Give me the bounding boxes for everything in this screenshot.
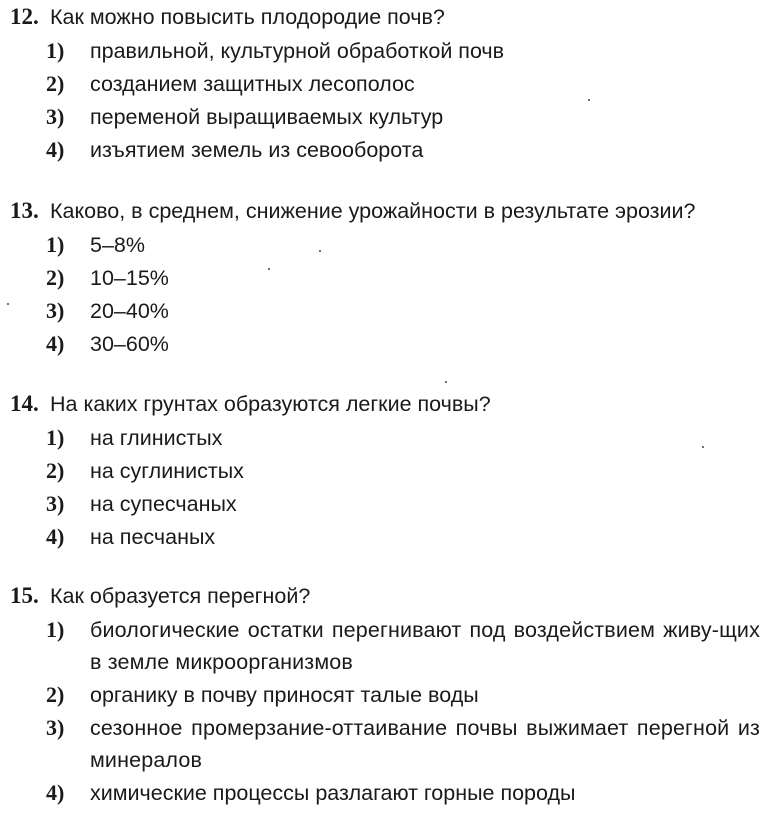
option-text: 5–8% (90, 233, 145, 257)
answer-option (0, 229, 768, 261)
scan-speck (702, 446, 704, 448)
option-text: на песчаных (90, 525, 216, 549)
option-number: 4) (46, 780, 65, 805)
option-number: 3) (46, 298, 65, 323)
option-text: на суглинистых (90, 459, 244, 483)
answer-option (0, 777, 768, 809)
option-text: переменой выращиваемых культур (90, 105, 444, 129)
option-text: на супесчаных (90, 492, 237, 516)
scan-speck (7, 303, 9, 305)
option-number: 1) (46, 425, 65, 450)
scan-speck (588, 99, 590, 101)
answer-option (0, 455, 768, 487)
option-text: 20–40% (90, 299, 169, 323)
answer-option (0, 35, 768, 67)
option-number: 4) (46, 524, 65, 549)
option-text: сезонное промерзание-оттаивание почвы выжимает перегной из минералов (90, 716, 760, 772)
answer-option (0, 488, 768, 520)
option-text: правильной, культурной обработкой почв (90, 39, 505, 63)
option-number: 1) (46, 617, 65, 642)
option-text: созданием защитных лесополос (90, 72, 415, 96)
option-number: 2) (46, 458, 65, 483)
question-number: 14. (10, 391, 39, 416)
option-text: изъятием земель из севооборота (90, 138, 424, 162)
option-number: 3) (46, 715, 65, 740)
option-number: 2) (46, 265, 65, 290)
option-text: органику в почву приносят талые воды (90, 683, 479, 707)
answer-option (0, 614, 768, 678)
option-number: 2) (46, 682, 65, 707)
option-number: 2) (46, 71, 65, 96)
answer-option (0, 101, 768, 133)
answer-option (0, 295, 768, 327)
question-text: На каких грунтах образуются легкие почвы? (50, 392, 491, 416)
option-number: 1) (46, 232, 65, 257)
answer-option (0, 262, 768, 294)
question-12 (0, 0, 768, 166)
question-text: Как можно повысить плодородие почв? (50, 5, 445, 29)
answer-option (0, 134, 768, 166)
scan-speck (268, 268, 270, 270)
answer-option (0, 679, 768, 711)
option-text: химические процессы разлагают горные породы (90, 781, 576, 805)
option-number: 1) (46, 38, 65, 63)
option-number: 3) (46, 491, 65, 516)
option-number: 4) (46, 137, 65, 162)
option-text: 30–60% (90, 332, 169, 356)
answer-option (0, 68, 768, 100)
question-text: Как образуется перегной? (50, 584, 311, 608)
scan-speck (319, 250, 321, 252)
question-15 (0, 579, 768, 809)
scan-speck (445, 381, 447, 383)
option-number: 3) (46, 104, 65, 129)
question-number: 15. (10, 583, 39, 608)
answer-option (0, 328, 768, 360)
option-text: на глинистых (90, 426, 223, 450)
question-text: Каково, в среднем, снижение урожайности в результате эрозии? (50, 199, 696, 223)
option-text: 10–15% (90, 266, 169, 290)
answer-option (0, 422, 768, 454)
question-number: 13. (10, 198, 39, 223)
answer-option (0, 712, 768, 776)
question-number: 12. (10, 4, 39, 29)
question-14 (0, 387, 768, 553)
question-13 (0, 194, 768, 360)
answer-option (0, 521, 768, 553)
option-text: биологические остатки перегнивают под воздействием живу-щих в земле микроорганизмов (90, 618, 760, 674)
option-number: 4) (46, 331, 65, 356)
